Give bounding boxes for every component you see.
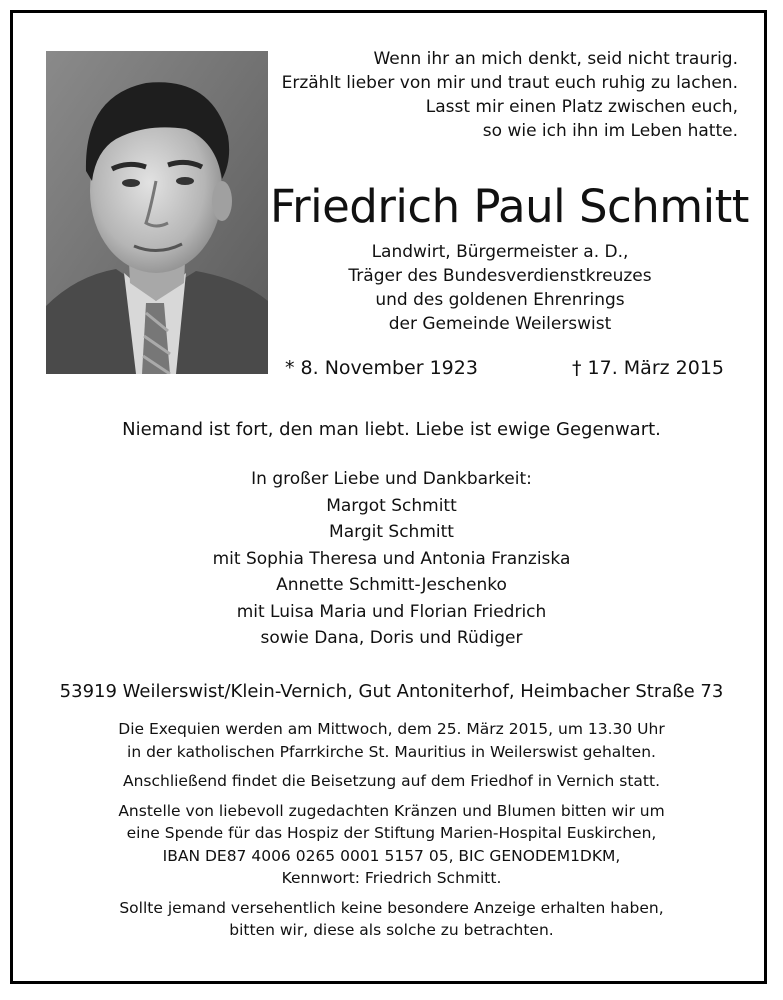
- poem-line: so wie ich ihn im Leben hatte.: [482, 121, 738, 141]
- mourner-line: Margot Schmitt: [326, 495, 457, 516]
- mourner-line: Margit Schmitt: [329, 522, 454, 542]
- birth-date: * 8. November 1923: [285, 357, 478, 379]
- exequien-line: Die Exequien werden am Mittwoch, dem 25. März 2015, um 13.30 Uhr: [118, 720, 665, 738]
- poem-line: Wenn ihr an mich denkt, seid nicht traurig.: [373, 49, 738, 69]
- burial-line: Anschließend findet die Beisetzung auf dem Friedhof in Vernich statt.: [122, 772, 661, 790]
- notice-line: Sollte jemand versehentlich keine besondere Anzeige erhalten haben,: [119, 898, 664, 917]
- deceased-name: Friedrich Paul Schmitt: [270, 180, 749, 233]
- death-date: † 17. März 2015: [571, 357, 724, 379]
- title-line: der Gemeinde Weilerswist: [388, 314, 612, 334]
- poem-line: Lasst mir einen Platz zwischen euch,: [425, 97, 738, 117]
- poem-line: Erzählt lieber von mir und traut euch ruhig zu lachen.: [281, 73, 738, 93]
- title-line: und des goldenen Ehrenrings: [375, 290, 625, 310]
- mourner-line: mit Luisa Maria und Florian Friedrich: [236, 601, 547, 622]
- portrait-photo: [46, 51, 268, 374]
- mourner-line: Annette Schmitt-Jeschenko: [276, 575, 507, 595]
- donation-line: IBAN DE87 4006 0265 0001 5157 05, BIC GENODEM1DKM,: [162, 846, 621, 865]
- notice-line: bitten wir, diese als solche zu betrachten.: [229, 921, 554, 939]
- deceased-titles: [300, 240, 700, 336]
- family-address: 53919 Weilerswist/Klein-Vernich, Gut Antoniterhof, Heimbacher Straße 73: [59, 681, 724, 702]
- mourners-list: [0, 466, 783, 652]
- mourners-intro: In großer Liebe und Dankbarkeit:: [251, 469, 532, 489]
- mourner-line: sowie Dana, Doris und Rüdiger: [260, 628, 523, 648]
- donation-line: eine Spende für das Hospiz der Stiftung Marien-Hospital Euskirchen,: [126, 824, 657, 842]
- poem: [278, 47, 738, 143]
- memorial-quote: Niemand ist fort, den man liebt. Liebe ist ewige Gegenwart.: [122, 419, 661, 440]
- donation-line: Kennwort: Friedrich Schmitt.: [281, 869, 502, 887]
- donation-line: Anstelle von liebevoll zugedachten Kränzen und Blumen bitten wir um: [118, 801, 665, 820]
- title-line: Landwirt, Bürgermeister a. D.,: [371, 242, 629, 262]
- exequien-line: in der katholischen Pfarrkirche St. Mauritius in Weilerswist gehalten.: [127, 742, 656, 761]
- title-line: Träger des Bundesverdienstkreuzes: [348, 266, 652, 286]
- mourner-line: mit Sophia Theresa und Antonia Franziska: [212, 548, 571, 569]
- service-information: [0, 718, 783, 942]
